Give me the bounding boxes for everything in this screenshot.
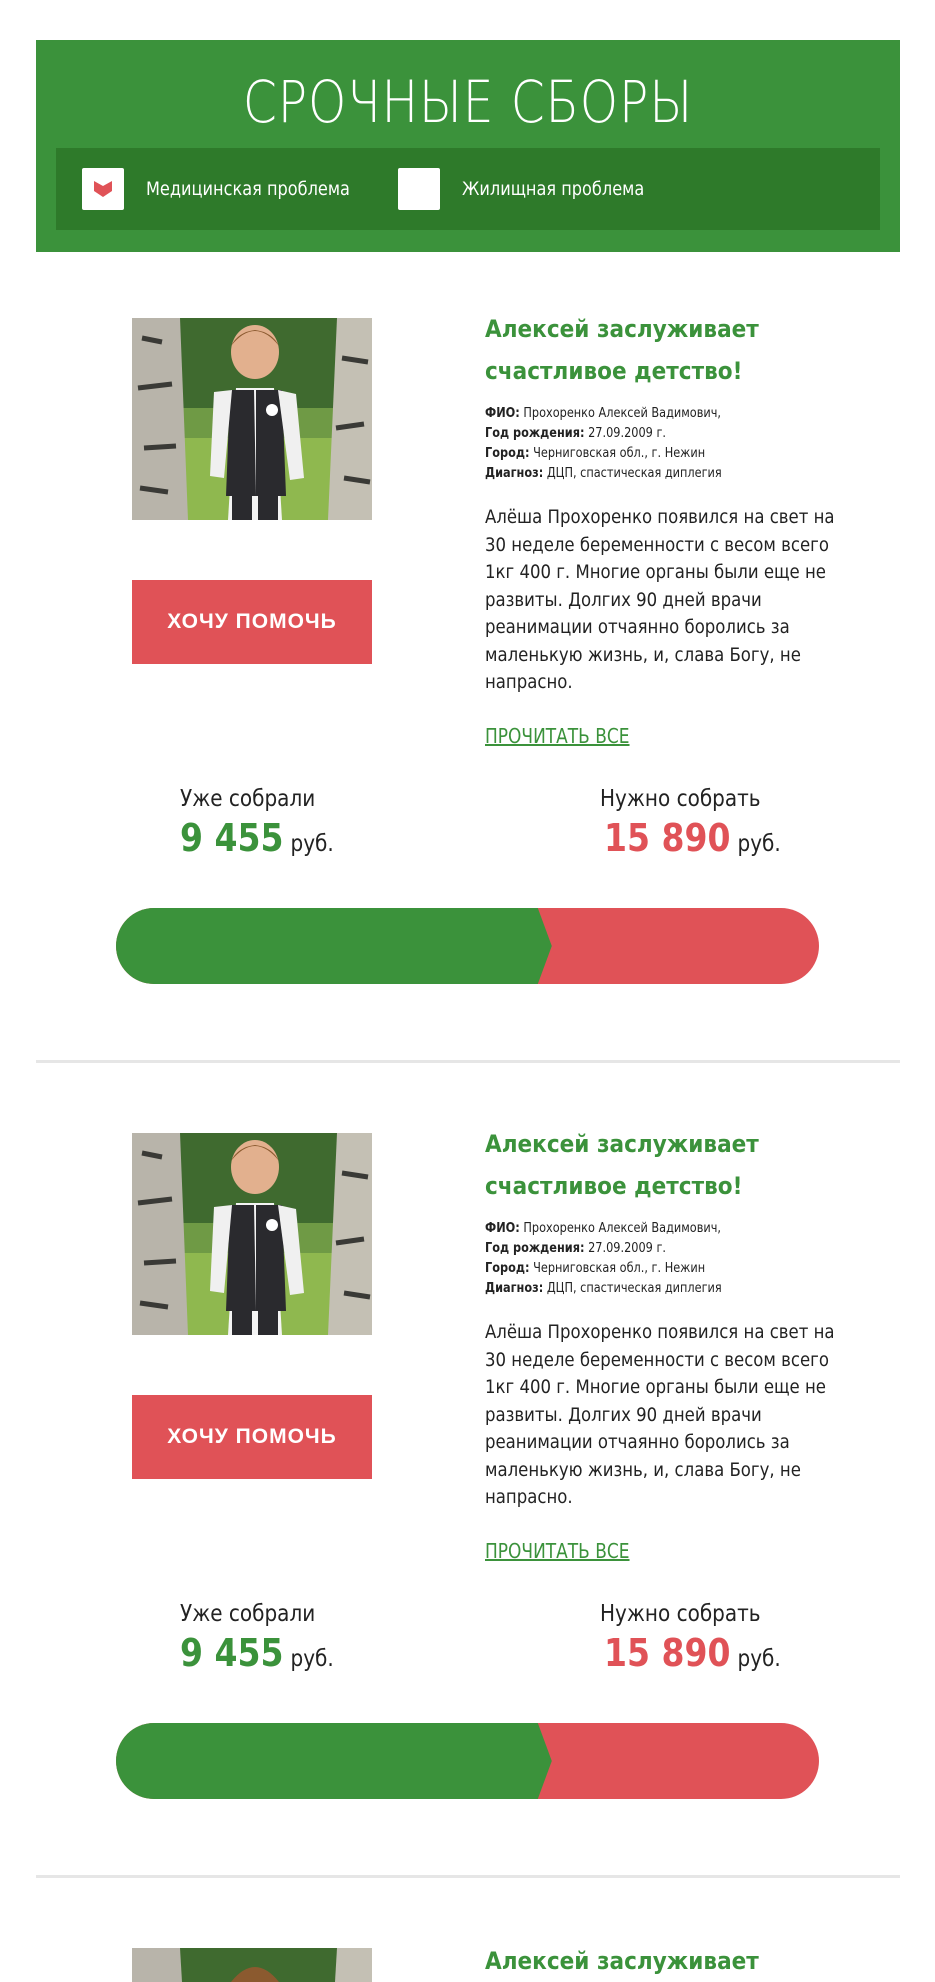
description-line: 30 неделе беременности с весом всего	[485, 1348, 829, 1371]
card-title-line: счастливое детство!	[485, 357, 743, 385]
diagnosis-label: Диагноз:	[485, 1281, 544, 1296]
child-photo	[132, 318, 372, 520]
city-value: Черниговская обл., г. Нежин	[533, 446, 706, 461]
description-line: маленькую жизнь, и, слава Богу, не	[485, 1458, 801, 1481]
city-label: Город:	[485, 446, 530, 461]
child-info	[485, 1219, 850, 1299]
fundraiser-card	[0, 1948, 935, 1982]
card-title	[485, 1123, 845, 1207]
help-button[interactable]: ХОЧУ ПОМОЧЬ	[132, 1395, 372, 1479]
filter-housing-label: Жилищная проблема	[462, 178, 645, 200]
card-title-line: Алексей заслуживает	[485, 315, 759, 343]
filter-bar	[56, 148, 880, 230]
description-line: напрасно.	[485, 1486, 573, 1508]
needed-label: Нужно собрать	[600, 786, 761, 812]
collected-label: Уже собрали	[180, 1601, 316, 1627]
card-title-line: счастливое детство!	[485, 1172, 743, 1200]
currency-label: руб.	[290, 831, 334, 857]
birth-label: Год рождения:	[485, 1241, 585, 1256]
progress-bar	[116, 908, 819, 984]
description-line: развиты. Долгих 90 дней врачи	[485, 588, 762, 611]
collected-amount	[180, 816, 334, 860]
diagnosis-value: ДЦП, спастическая диплегия	[546, 466, 722, 481]
fundraiser-card	[0, 315, 935, 1133]
fio-label: ФИО:	[485, 406, 520, 421]
collected-amount	[180, 1631, 334, 1675]
filter-medical-checkbox[interactable]	[82, 168, 124, 210]
city-value: Черниговская обл., г. Нежин	[533, 1261, 706, 1276]
description-line: Алёша Прохоренко появился на свет на	[485, 506, 835, 528]
card-divider	[36, 1875, 900, 1878]
progress-fill	[116, 1723, 552, 1799]
heart-icon	[93, 180, 113, 198]
card-title	[485, 308, 845, 392]
card-title-line: Алексей заслуживает	[485, 1947, 759, 1975]
help-button[interactable]: ХОЧУ ПОМОЧЬ	[132, 580, 372, 664]
city-label: Город:	[485, 1261, 530, 1276]
collected-value: 9 455	[180, 816, 284, 860]
description-line: реанимации отчаянно боролись за	[485, 616, 790, 638]
description-line: маленькую жизнь, и, слава Богу, не	[485, 643, 801, 666]
needed-value: 15 890	[604, 1631, 731, 1675]
filter-medical[interactable]	[82, 168, 386, 210]
needed-amount	[604, 816, 781, 860]
card-description	[485, 504, 850, 697]
description-line: Алёша Прохоренко появился на свет на	[485, 1321, 835, 1343]
needed-amount	[604, 1631, 781, 1675]
read-all-link[interactable]: ПРОЧИТАТЬ ВСЕ	[485, 724, 630, 748]
needed-value: 15 890	[604, 816, 731, 860]
description-line: напрасно.	[485, 671, 573, 693]
description-line: 1кг 400 г. Многие органы были еще не	[485, 561, 826, 583]
progress-bar	[116, 1723, 819, 1799]
description-line: 30 неделе беременности с весом всего	[485, 533, 829, 556]
currency-label: руб.	[290, 1646, 334, 1672]
description-line: развиты. Долгих 90 дней врачи	[485, 1403, 762, 1426]
card-title	[485, 1940, 845, 1982]
birth-value: 27.09.2009 г.	[588, 1241, 667, 1256]
fio-label: ФИО:	[485, 1221, 520, 1236]
needed-label: Нужно собрать	[600, 1601, 761, 1627]
read-all-link[interactable]: ПРОЧИТАТЬ ВСЕ	[485, 1539, 630, 1563]
urgent-banner	[36, 40, 900, 252]
fio-value: Прохоренко Алексей Вадимович,	[523, 1221, 722, 1236]
filter-medical-label: Медицинская проблема	[146, 178, 350, 200]
description-line: реанимации отчаянно боролись за	[485, 1431, 790, 1453]
card-description	[485, 1319, 850, 1512]
progress-fill	[116, 908, 552, 984]
fundraiser-card	[0, 1130, 935, 1948]
collected-label: Уже собрали	[180, 786, 316, 812]
diagnosis-label: Диагноз:	[485, 466, 544, 481]
currency-label: руб.	[737, 831, 781, 857]
child-photo	[132, 1948, 372, 1982]
card-divider	[36, 1060, 900, 1063]
collected-value: 9 455	[180, 1631, 284, 1675]
filter-housing[interactable]	[398, 168, 676, 210]
birth-value: 27.09.2009 г.	[588, 426, 667, 441]
child-info	[485, 404, 850, 484]
currency-label: руб.	[737, 1646, 781, 1672]
filter-housing-checkbox[interactable]	[398, 168, 440, 210]
description-line: 1кг 400 г. Многие органы были еще не	[485, 1376, 826, 1398]
birth-label: Год рождения:	[485, 426, 585, 441]
child-photo	[132, 1133, 372, 1335]
diagnosis-value: ДЦП, спастическая диплегия	[546, 1281, 722, 1296]
page-title: СРОЧНЫЕ СБОРЫ	[242, 68, 694, 136]
card-title-line: Алексей заслуживает	[485, 1130, 759, 1158]
fio-value: Прохоренко Алексей Вадимович,	[523, 406, 722, 421]
